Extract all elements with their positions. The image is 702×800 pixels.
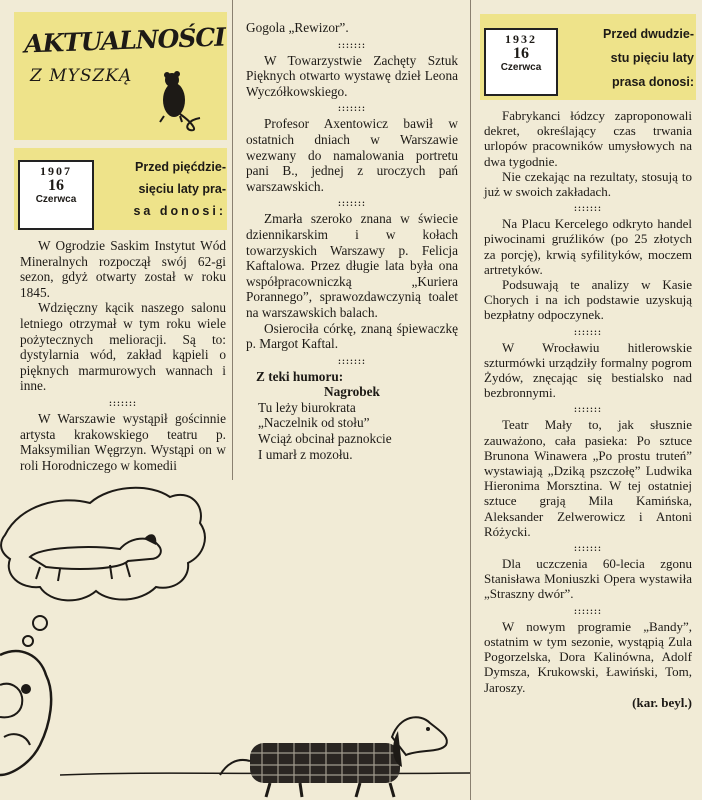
left-item-2: W Warszawie wystąpił gościnnie artysta krakowskiego teatru p. Maksymilian Węgrzyn. Wystąpi on w roli Horodniczego w komedii	[20, 410, 226, 473]
logo-title: AKTUALNOŚCI	[23, 22, 226, 59]
dog-cartoon-illustration	[0, 475, 470, 800]
right-date-year: 1932	[505, 32, 537, 46]
right-item-6: W nowym programie „Bandy”, ostatnim w tym sezonie, wystąpią Zula Pogorzelska, Dora Kalinówna, Adolf Dymsza, Krukowski, Ławiński, Tom, Jaroszy.	[484, 618, 692, 695]
right-heading	[566, 22, 694, 94]
middle-item-3: Profesor Axentowicz bawił w ostatnich dniach w Warszawie wezwany do namalowania portretu pani B., jednej z uroczych pań warszawskich.	[246, 116, 458, 194]
right-item-5: Dla uczczenia 60-lecia zgonu Stanisława Moniuszki Opera wystawiła „Straszny dwór”.	[484, 556, 692, 602]
right-item-1-p2: Nie czekając na rezultaty, stosują to już w swoich zakładach.	[484, 168, 692, 200]
right-item-4: Teatr Mały to, jak słusznie zauważono, cała pasieka: Po sztuce Brunona Winawera „Po prostu truteń” wystawiają „Dziką pszczołę” Ludwika Hieronima Morsztina. W tej ostatniej sztuce grają Mila Kamińska, Aleksander Zelwerowicz i Antoni Różycki.	[484, 417, 692, 539]
middle-column	[246, 20, 458, 462]
left-date-box	[18, 160, 94, 230]
middle-separator-4: :::::::	[338, 355, 366, 366]
right-heading-line-1: Przed dwudzie-	[603, 27, 694, 41]
right-separator-4: :::::::	[574, 543, 602, 554]
poem-line-2: „Naczelnik od stołu”	[258, 415, 370, 431]
middle-item-4: Zmarła szeroko znana w świecie dziennikarskim i w kołach towarzyskich Warszawy p. Felicja Kaftalowa. Przez długie lata była ona współpracowniczką „Kuriera Porannego”, sprawozdawczynią toalet na warszawskich balach.	[246, 211, 458, 320]
right-separator-2: :::::::	[574, 326, 602, 337]
left-heading	[104, 156, 226, 222]
middle-item-2: W Towarzystwie Zachęty Sztuk Pięknych otwarto wystawę dzieł Leona Wyczółkowskiego.	[246, 52, 458, 99]
left-column	[20, 238, 226, 473]
humor-heading: Z teki humoru:	[256, 368, 344, 384]
poem	[258, 400, 458, 462]
right-item-3: W Wrocławiu hitlerowskie szturmówki urządziły formalny pogrom Żydów, znęcając się bestialsko nad bezbronnymi.	[484, 339, 692, 401]
right-separator-5: :::::::	[574, 605, 602, 616]
right-item-2-p1: Na Placu Kercelego odkryto handel piwocinami gruźlików (po 25 złotych za porcję), krwią syfilityków, moczem artretyków.	[484, 216, 692, 277]
middle-item-1: Gogola „Rewizor”.	[246, 20, 349, 35]
right-date-box	[484, 28, 558, 96]
middle-separator-1: :::::::	[338, 39, 366, 50]
right-item-2-p2: Podsuwają te analizy w Kasie Chorych i na ich podstawie uzyskują bezpłatny odpoczynek.	[484, 277, 692, 323]
right-date-month: Czerwca	[500, 62, 542, 73]
right-item-1-p1: Fabrykanci łódzcy zaproponowali dekret, określający czas trwania urlopów pracowników umysłowych na dwa tygodnie.	[484, 108, 692, 169]
middle-separator-3: :::::::	[338, 198, 366, 209]
left-heading-line-1: Przed pięćdzie-	[135, 160, 226, 174]
left-date-day: 16	[48, 177, 64, 194]
middle-item-5: Osierociła córkę, znaną śpiewaczkę p. Margot Kaftal.	[246, 320, 458, 352]
left-item-1-p2: Wdzięczny kącik naszego salonu letniego otrzymał w tym roku wiele pożytecznych melioracji. Są to: dystylarnia wód, zakład kąpieli o pięknych marmurowych wannach i inne.	[20, 300, 226, 394]
poem-title: Nagrobek	[324, 384, 380, 400]
right-heading-line-2: stu pięciu laty	[610, 51, 694, 65]
mouse-icon	[150, 66, 210, 136]
right-separator-3: :::::::	[574, 404, 602, 415]
left-item-1-p1: W Ogrodzie Saskim Instytut Wód Mineralnych rozpoczął swój 62-gi sezon, gdyż otwarty został w roku 1845.	[20, 238, 226, 300]
right-column	[484, 108, 692, 710]
poem-line-4: I umarł z mozołu.	[258, 446, 353, 462]
left-separator: :::::::	[109, 397, 137, 408]
left-heading-line-2: sięciu laty pra-	[138, 182, 226, 196]
left-heading-line-3: sa donosi:	[133, 204, 226, 218]
poem-line-3: Wciąż obcinał paznokcie	[258, 431, 392, 447]
middle-separator-2: :::::::	[338, 103, 366, 114]
logo-subtitle: Z MYSZKĄ	[30, 66, 133, 86]
right-date-day: 16	[513, 45, 529, 62]
column-rule-right	[470, 0, 471, 800]
left-date-month: Czerwca	[35, 194, 77, 205]
column-rule-left	[232, 0, 233, 480]
right-separator-1: :::::::	[574, 203, 602, 214]
left-date-year: 1907	[40, 164, 72, 178]
right-heading-line-3: prasa donosi:	[612, 75, 694, 89]
poem-line-1: Tu leży biurokrata	[258, 399, 356, 415]
signature: (kar. beyl.)	[632, 694, 692, 710]
